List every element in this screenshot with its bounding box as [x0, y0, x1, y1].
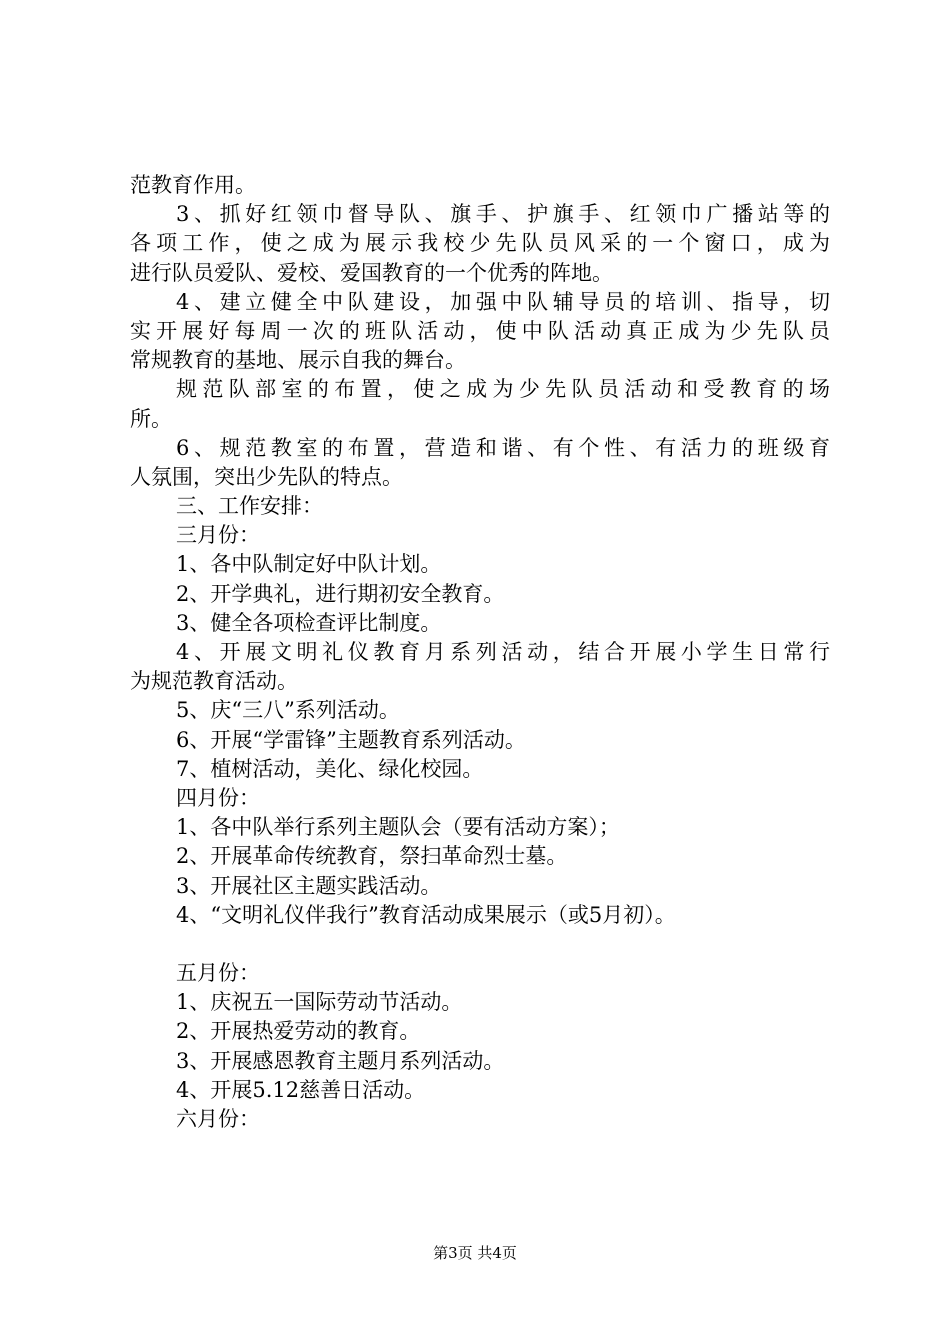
text-line: 1、各中队制定好中队计划。	[176, 552, 442, 577]
document-body	[130, 171, 830, 1134]
text-line: 6、规范教室的布置，营造和谐、有个性、有活力的班级育	[176, 435, 830, 460]
month-heading: 六月份：	[176, 1107, 260, 1131]
text-line: 进行队员爱队、爱校、爱国教育的一个优秀的阵地。	[130, 260, 613, 285]
text-line: 3、抓好红领巾督导队、旗手、护旗手、红领巾广播站等的	[176, 202, 830, 227]
text-line: 1、庆祝五一国际劳动节活动。	[176, 990, 463, 1015]
month-heading: 四月份：	[176, 785, 260, 810]
text-line: 规范队部室的布置，使之成为少先队员活动和受教育的场	[176, 377, 830, 402]
text-line: 4、开展文明礼仪教育月系列活动，结合开展小学生日常行	[176, 640, 830, 664]
text-line: 所。	[130, 406, 172, 431]
text-line: 3、健全各项检查评比制度。	[176, 610, 442, 635]
month-heading: 五月份：	[176, 961, 260, 986]
text-line: 7、植树活动，美化、绿化校园。	[176, 756, 484, 781]
blank-line	[130, 930, 830, 959]
text-line: 实开展好每周一次的班队活动，使中队活动真正成为少先队员	[130, 318, 830, 343]
section-heading: 三、工作安排：	[176, 494, 323, 519]
text-line: 2、开展革命传统教育，祭扫革命烈士墓。	[176, 844, 568, 869]
page-number: 第3页 共4页	[433, 1244, 517, 1262]
text-line: 为规范教育活动。	[130, 669, 298, 694]
text-line: 5、庆“三八”系列活动。	[176, 698, 400, 723]
text-line: 各项工作，使之成为展示我校少先队员风采的一个窗口，成为	[130, 231, 830, 256]
month-heading: 三月份：	[176, 523, 260, 548]
page-footer	[0, 1243, 950, 1263]
text-line: 3、开展感恩教育主题月系列活动。	[176, 1048, 505, 1073]
text-line: 4、“文明礼仪伴我行”教育活动成果展示（或5月初）。	[176, 902, 676, 927]
text-line: 范教育作用。	[130, 173, 256, 197]
text-line: 2、开学典礼，进行期初安全教育。	[176, 581, 505, 606]
text-line: 常规教育的基地、展示自我的舞台。	[130, 348, 466, 373]
text-line: 人氛围，突出少先队的特点。	[130, 464, 403, 489]
text-line: 3、开展社区主题实践活动。	[176, 873, 442, 898]
text-line: 4、开展5.12慈善日活动。	[176, 1077, 426, 1102]
text-line: 1、各中队举行系列主题队会（要有活动方案）；	[176, 815, 620, 840]
text-line: 2、开展热爱劳动的教育。	[176, 1019, 421, 1044]
text-line: 4、建立健全中队建设，加强中队辅导员的培训、指导，切	[176, 289, 830, 314]
text-line: 6、开展“学雷锋”主题教育系列活动。	[176, 727, 526, 752]
